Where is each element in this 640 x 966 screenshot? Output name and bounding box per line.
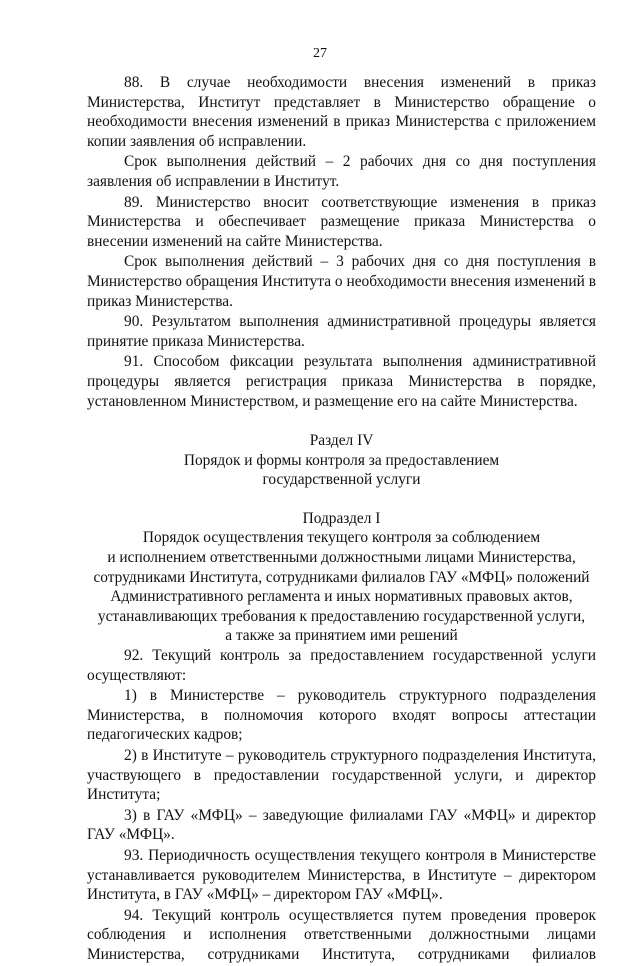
list-item-1: 1) в Министерстве – руководитель структурного подразделения Министерства, в полномочия которого входят вопросы аттестации педагогических кадров; xyxy=(87,687,596,744)
section-title-line-2: государственной услуги xyxy=(262,471,421,489)
page-number: 27 xyxy=(313,46,327,61)
section-label: Раздел IV xyxy=(309,432,374,450)
subsection-title-line-3: сотрудниками Института, сотрудниками филиалов ГАУ «МФЦ» положений xyxy=(93,568,590,586)
paragraph-90: 90. Результатом выполнения административной процедуры является принятие приказа Министерства. xyxy=(87,313,596,350)
subsection-title-line-4: Административного регламента и иных нормативных правовых актов, xyxy=(110,588,573,606)
paragraph-92: 92. Текущий контроль за предоставлением государственной услуги осуществляют: xyxy=(87,647,596,684)
document-body xyxy=(87,73,596,966)
paragraph-89: 89. Министерство вносит соответствующие изменения в приказ Министерства и обеспечивает размещение приказа Министерства о внесении изменений на сайте Министерства. xyxy=(87,193,596,250)
paragraph-91: 91. Способом фиксации результата выполнения административной процедуры является регистрация приказа Министерства в порядке, установленном Министерством, и размещение его на сайте Министерства. xyxy=(87,353,596,410)
paragraph-deadline-1: Срок выполнения действий – 2 рабочих дня со дня поступления заявления об исправлении в Институт. xyxy=(87,153,596,190)
paragraph-93: 93. Периодичность осуществления текущего контроля в Министерстве устанавливается руководителем Министерства, в Институте – директором Института, в ГАУ «МФЦ» – директором ГАУ «МФЦ». xyxy=(87,846,596,904)
section-title-line-1: Порядок и формы контроля за предоставлением xyxy=(183,451,500,469)
subsection-title-line-6: а также за принятием ими решений xyxy=(225,627,458,645)
subsection-label: Подраздел I xyxy=(302,509,381,527)
subsection-title-line-5: устанавливающих требования к предоставлению государственной услуги, xyxy=(97,607,586,625)
paragraph-94: 94. Текущий контроль осуществляется путем проведения проверок соблюдения и исполнения ответственными должностными лицами Министерства, сотрудниками Института, сотрудниками филиалов xyxy=(87,906,596,963)
subsection-title-line-2: и исполнением ответственными должностными лицами Министерства, xyxy=(107,549,576,567)
list-item-2: 2) в Институте – руководитель структурного подразделения Института, участвующего в предоставлении государственной услуги, и директор Института; xyxy=(87,747,596,804)
paragraph-deadline-2: Срок выполнения действий – 3 рабочих дня со дня поступления в Министерство обращения Института о необходимости внесения изменений в приказ Министерства. xyxy=(87,253,596,310)
subsection-title-line-1: Порядок осуществления текущего контроля за соблюдением xyxy=(142,529,541,547)
list-item-3: 3) в ГАУ «МФЦ» – заведующие филиалами ГАУ «МФЦ» и директор ГАУ «МФЦ». xyxy=(87,806,596,844)
paragraph-88: 88. В случае необходимости внесения изменений в приказ Министерства, Институт представляет в Министерство обращение о необходимости внесения изменений в приказ Министерства с приложением копии заявления об исправлении. xyxy=(87,74,596,150)
